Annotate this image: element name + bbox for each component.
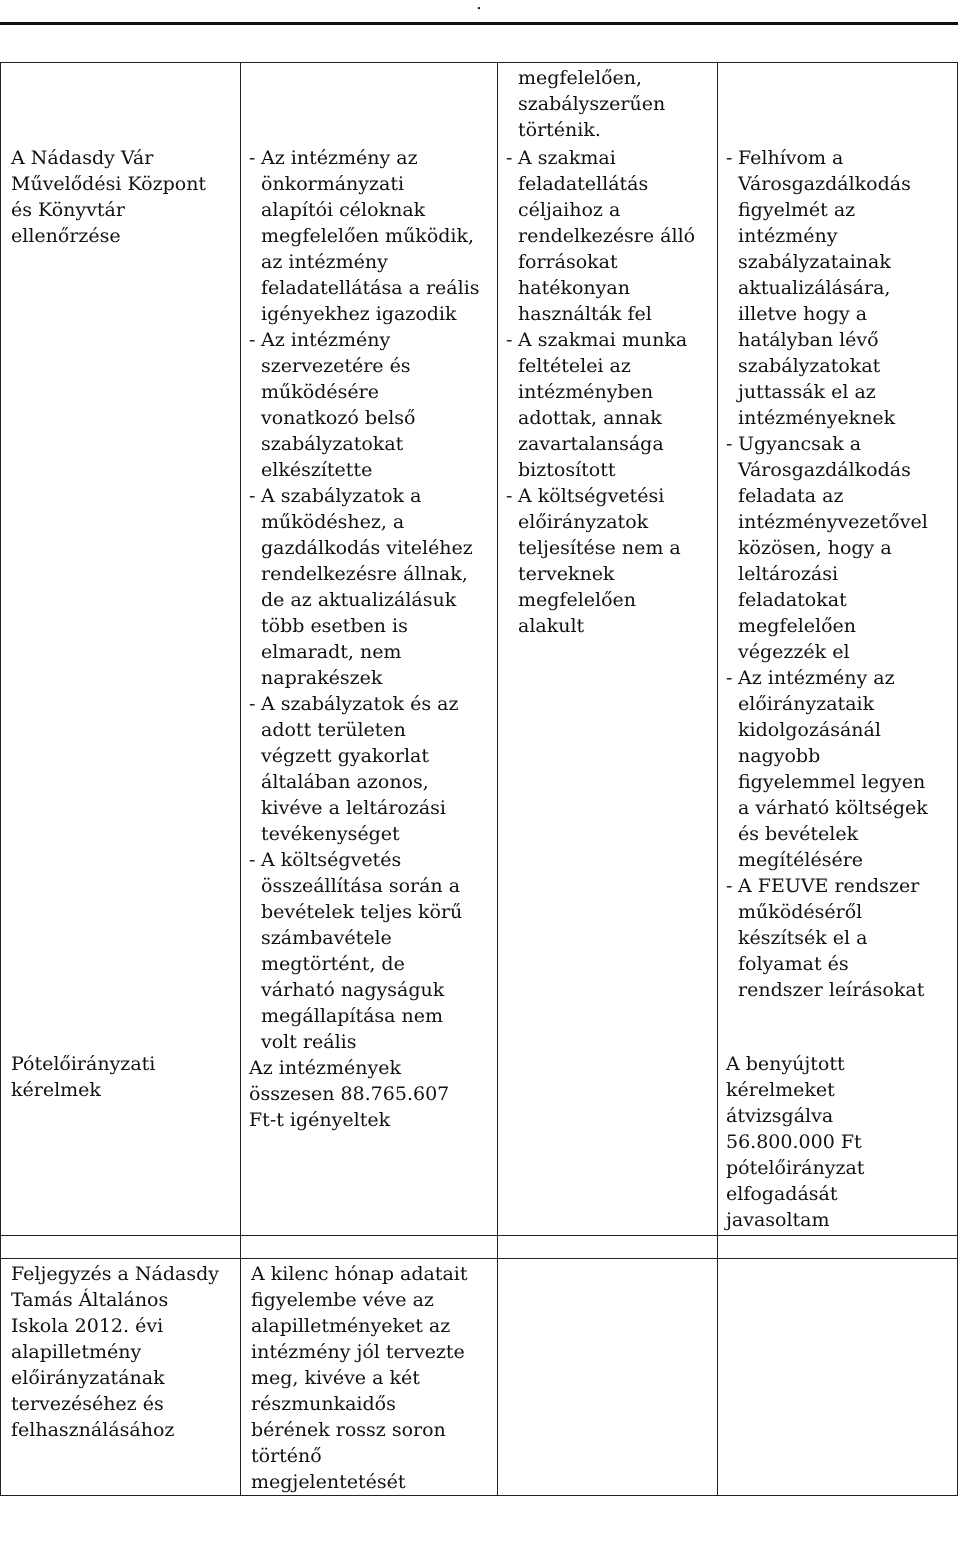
subject-text: A Nádasdy Vár Művelődési Központ és Könyvtár ellenőrzése (11, 147, 207, 247)
evaluation-cell (498, 63, 718, 1236)
list-item: - Ugyancsak a Városgazdálkodás feladata az intézményvezetővel közösen, hogy a leltározási feladatokat megfelelően végezzék el (726, 433, 928, 663)
subject-cell (1, 1259, 241, 1496)
spacer-cell (1, 1236, 241, 1259)
subject-text-secondary: Pótelőirányzati kérelmek (11, 1053, 156, 1101)
list-item: - Az intézmény szervezetére és működésére vonatkozó belső szabályzatokat elkészítette (249, 329, 416, 481)
subject-text: Feljegyzés a Nádasdy Tamás Általános Iskola 2012. évi alapilletmény előirányzatának tervezéséhez és felhasználásához (11, 1263, 219, 1441)
table-row (1, 63, 958, 1236)
table-row (1, 1259, 958, 1496)
header-dot: . (476, 0, 482, 14)
recommendations-text-secondary: A benyújtott kérelmeket átvizsgálva 56.800.000 Ft pótelőirányzat elfogadását javasoltam (726, 1053, 865, 1231)
spacer-cell (498, 1236, 718, 1259)
findings-text-secondary: Az intézmények összesen 88.765.607 Ft-t igényeltek (249, 1057, 450, 1131)
list-item: - A költségvetés összeállítása során a bevételek teljes körű számbavétele megtörtént, de várható nagyságuk megállapítása nem volt reális (249, 849, 463, 1053)
list-item: - A szabályzatok a működéshez, a gazdálkodás viteléhez rendelkezésre állnak, de az aktualizálásuk több esetben is elmaradt, nem naprakészek (249, 485, 473, 689)
findings-cell (241, 63, 498, 1236)
list-item: - A költségvetési előirányzatok teljesítése nem a terveknek megfelelően alakult (506, 485, 681, 637)
findings-cell (241, 1259, 498, 1496)
header-rule (0, 22, 958, 25)
findings-text: A kilenc hónap adatait figyelembe véve az alapilletményeket az intézmény jól tervezte meg, kivéve a két részmunkaidős bérének rossz soron történő megjelentetését (251, 1263, 468, 1493)
spacer-cell (718, 1236, 958, 1259)
recommendations-cell (718, 63, 958, 1236)
table-row-spacer (1, 1236, 958, 1259)
evaluation-intro: megfelelően, szabályszerűen történik. (518, 67, 666, 141)
list-item: - A szabályzatok és az adott területen végzett gyakorlat általában azonos, kivéve a leltározási tevékenységet (249, 693, 459, 845)
list-item: - A FEUVE rendszer működéséről készítsék el a folyamat és rendszer leírásokat (726, 875, 925, 1001)
spacer-cell (241, 1236, 498, 1259)
list-item: - Felhívom a Városgazdálkodás figyelmét az intézmény szabályzatainak aktualizálására, illetve hogy a hatályban lévő szabályzatokat juttassák el az intézményeknek (726, 147, 911, 429)
audit-table (0, 62, 958, 1496)
list-item: - Az intézmény az önkormányzati alapítói céloknak megfelelően működik, az intézmény feladatellátása a reális igényekhez igazodik (249, 147, 480, 325)
list-item: - A szakmai munka feltételei az intézményben adottak, annak zavartalansága biztosított (506, 329, 688, 481)
recommendations-cell (718, 1259, 958, 1496)
list-item: - A szakmai feladatellátás céljaihoz a rendelkezésre álló forrásokat hatékonyan használták fel (506, 147, 696, 325)
subject-cell (1, 63, 241, 1236)
list-item: - Az intézmény az előirányzataik kidolgozásánál nagyobb figyelemmel legyen a várható költségek és bevételek megítélésére (726, 667, 928, 871)
evaluation-cell (498, 1259, 718, 1496)
